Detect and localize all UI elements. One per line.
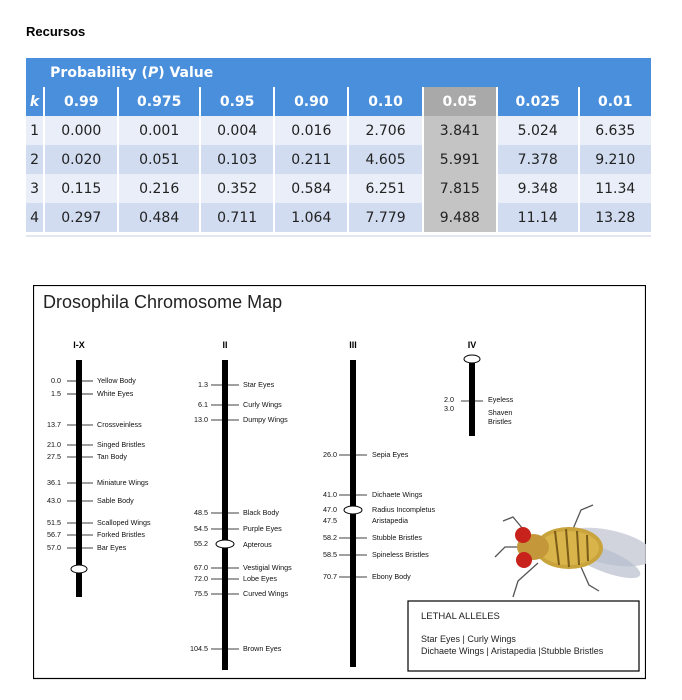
gene-label: Radius Incompletus (372, 505, 436, 514)
table-bottom-rule (26, 235, 651, 237)
centromere-3 (344, 506, 362, 514)
gene-label: Curved Wings (243, 589, 289, 598)
cell-k: 2 (26, 145, 44, 174)
locus-position: 26.0 (323, 450, 337, 459)
locus-position: 67.0 (194, 563, 208, 572)
locus-position: 43.0 (47, 496, 61, 505)
chromosome-label: I-X (73, 340, 85, 350)
col-header: 0.975 (118, 87, 200, 116)
gene-label: Eyeless (488, 395, 514, 404)
probability-header: Probability (P) Value (44, 58, 651, 87)
gene-label: Curly Wings (243, 400, 282, 409)
gene-label: Miniature Wings (97, 478, 149, 487)
locus-position: 54.5 (194, 524, 208, 533)
table-row (26, 174, 651, 203)
locus-position: 27.5 (47, 452, 61, 461)
cell: 0.584 (274, 174, 348, 203)
cell: 9.210 (579, 145, 651, 174)
locus-position: 1.3 (198, 380, 208, 389)
locus-position: 104.5 (190, 644, 208, 653)
cell: 13.28 (579, 203, 651, 232)
chromosome-bar-4 (469, 363, 475, 436)
chromosome-bar-2 (222, 360, 228, 670)
cell: 6.251 (348, 174, 422, 203)
gene-label: Scalloped Wings (97, 518, 151, 527)
gene-label: Brown Eyes (243, 644, 282, 653)
gene-label: Black Body (243, 508, 279, 517)
gene-label: Yellow Body (97, 376, 136, 385)
locus-position: 75.5 (194, 589, 208, 598)
cell: 0.297 (44, 203, 118, 232)
col-header: 0.10 (348, 87, 422, 116)
locus-position: 0.0 (51, 376, 61, 385)
col-header-highlight: 0.05 (423, 87, 497, 116)
chromosome-map (33, 285, 646, 680)
locus-position: 36.1 (47, 478, 61, 487)
chromosome-label: IV (467, 340, 477, 350)
locus-position: 13.0 (194, 415, 208, 424)
gene-label: Dumpy Wings (243, 415, 288, 424)
gene-label: Purple Eyes (243, 524, 282, 533)
cell: 7.779 (348, 203, 422, 232)
locus-position: 57.0 (47, 543, 61, 552)
cell: 0.711 (200, 203, 274, 232)
table-row (26, 203, 651, 232)
gene-label: Apterous (243, 540, 272, 549)
chromosome-label: III (349, 340, 357, 350)
cell-highlight: 5.991 (423, 145, 497, 174)
locus-position: 47.5 (323, 516, 337, 525)
col-header: 0.99 (44, 87, 118, 116)
cell: 6.635 (579, 116, 651, 145)
locus-position: 21.0 (47, 440, 61, 449)
cell: 0.211 (274, 145, 348, 174)
header-blank (26, 58, 44, 87)
cell-highlight: 3.841 (423, 116, 497, 145)
cell: 2.706 (348, 116, 422, 145)
cell-k: 3 (26, 174, 44, 203)
cell: 0.051 (118, 145, 200, 174)
locus-position: 3.0 (444, 404, 454, 413)
gene-label: Singed Bristles (97, 440, 145, 449)
cell: 0.000 (44, 116, 118, 145)
cell: 0.004 (200, 116, 274, 145)
gene-label: Crossveinless (97, 420, 142, 429)
locus-position: 56.7 (47, 530, 61, 539)
centromere-4 (464, 355, 480, 363)
lethal-alleles-line: Star Eyes | Curly Wings (421, 634, 516, 644)
chromosome-bar-x (76, 360, 82, 597)
locus-position: 2.0 (444, 395, 454, 404)
cell: 0.016 (274, 116, 348, 145)
gene-label: Stubble Bristles (372, 533, 422, 542)
cell-k: 1 (26, 116, 44, 145)
col-header: 0.95 (200, 87, 274, 116)
gene-label: Tan Body (97, 452, 127, 461)
locus-position: 58.5 (323, 550, 337, 559)
chromosome-label: II (222, 340, 228, 350)
centromere-2 (216, 540, 234, 548)
gene-label: Bar Eyes (97, 543, 127, 552)
cell: 0.020 (44, 145, 118, 174)
gene-label: Bristles (488, 417, 512, 426)
table-row (26, 116, 651, 145)
cell: 11.34 (579, 174, 651, 203)
locus-position: 47.0 (323, 505, 337, 514)
locus-position: 58.2 (323, 533, 337, 542)
cell: 0.352 (200, 174, 274, 203)
page-title: Recursos (26, 24, 86, 39)
cell: 0.001 (118, 116, 200, 145)
gene-label: Forked Bristles (97, 530, 145, 539)
cell: 4.605 (348, 145, 422, 174)
cell: 0.484 (118, 203, 200, 232)
table-row (26, 145, 651, 174)
gene-label: Aristapedia (372, 516, 408, 525)
map-title: Drosophila Chromosome Map (43, 292, 283, 312)
cell: 0.103 (200, 145, 274, 174)
centromere-x (71, 565, 87, 573)
locus-position: 70.7 (323, 572, 337, 581)
gene-label: Lobe Eyes (243, 574, 277, 583)
lethal-alleles-line: Dichaete Wings | Aristapedia |Stubble Bristles (421, 646, 604, 656)
gene-label: Sable Body (97, 496, 134, 505)
cell: 5.024 (497, 116, 579, 145)
cell: 0.115 (44, 174, 118, 203)
gene-label: Ebony Body (372, 572, 411, 581)
locus-position: 48.5 (194, 508, 208, 517)
cell: 11.14 (497, 203, 579, 232)
chi-square-table (26, 58, 651, 232)
gene-label: Shaven (488, 408, 513, 417)
cell-k: 4 (26, 203, 44, 232)
cell: 9.348 (497, 174, 579, 203)
cell: 1.064 (274, 203, 348, 232)
cell: 7.378 (497, 145, 579, 174)
locus-position: 72.0 (194, 574, 208, 583)
col-header: 0.90 (274, 87, 348, 116)
cell-highlight: 7.815 (423, 174, 497, 203)
locus-position: 55.2 (194, 539, 208, 548)
lethal-alleles-title: LETHAL ALLELES (421, 611, 500, 622)
col-header: 0.01 (579, 87, 651, 116)
gene-label: Vestigial Wings (243, 563, 292, 572)
gene-label: Spineless Bristles (372, 550, 429, 559)
locus-position: 6.1 (198, 400, 208, 409)
gene-label: Sepia Eyes (372, 450, 409, 459)
cell: 0.216 (118, 174, 200, 203)
locus-position: 13.7 (47, 420, 61, 429)
col-header: 0.025 (497, 87, 579, 116)
locus-position: 51.5 (47, 518, 61, 527)
gene-label: Star Eyes (243, 380, 275, 389)
cell-highlight: 9.488 (423, 203, 497, 232)
locus-position: 1.5 (51, 389, 61, 398)
locus-position: 41.0 (323, 490, 337, 499)
header-k: k (26, 87, 44, 116)
gene-label: White Eyes (97, 389, 134, 398)
gene-label: Dichaete Wings (372, 490, 423, 499)
